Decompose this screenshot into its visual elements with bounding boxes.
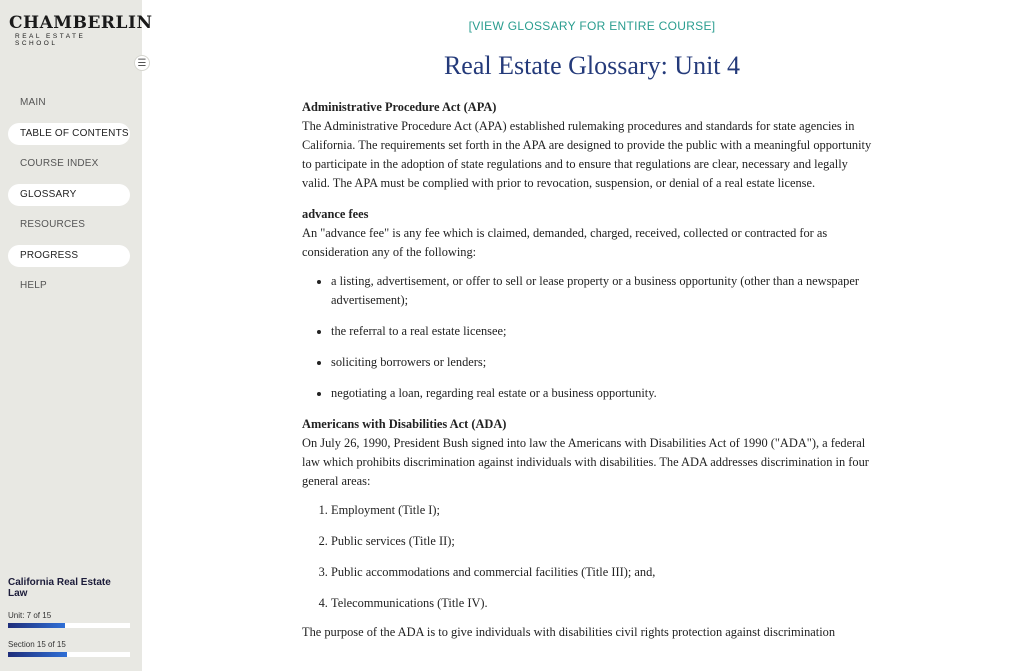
glossary-term: Administrative Procedure Act (APA) — [302, 100, 497, 114]
nav-item-progress[interactable]: PROGRESS — [8, 245, 130, 267]
list-item: • a listing, advertisement, or offer to sell or lease property or a business opportunity (other than a newspaper advertisement); — [331, 272, 878, 310]
list-item: 3. Public accommodations and commercial facilities (Title III); and, — [331, 563, 878, 582]
section-progress-label: Section 15 of 15 — [8, 640, 66, 649]
list-item: 1. Employment (Title I); — [331, 501, 878, 520]
course-progress — [8, 577, 130, 669]
view-full-glossary-link[interactable]: [VIEW GLOSSARY FOR ENTIRE COURSE] — [468, 19, 716, 33]
glossary-definition: On July 26, 1990, President Bush signed into law the Americans with Disabilities Act of 1990 ("ADA"), a federal law which prohibits discrimination against individuals with disabilities. The ADA addresses discrimination in four general areas: — [302, 436, 869, 488]
glossary-definition: The Administrative Procedure Act (APA) established rulemaking procedures and standards for state agencies in California. The requirements set forth in the APA are designed to provide the public with a meaningful opportunity to participate in the adoption of state regulations and to ensure that regulations are clear, necessary and legally valid. The APA must be complied with prior to revocation, suspension, or denial of a real estate license. — [302, 119, 872, 190]
list-item: 4. Telecommunications (Title IV). — [331, 594, 878, 613]
nav-item-main[interactable]: MAIN — [20, 97, 46, 108]
unit-progress-label: Unit: 7 of 15 — [8, 611, 52, 620]
numbered-list — [302, 501, 878, 613]
glossary-content — [302, 98, 878, 654]
section-progress-fill — [8, 652, 67, 657]
list-item: • the referral to a real estate licensee; — [331, 322, 878, 341]
glossary-entry — [302, 98, 878, 193]
logo-tagline: REAL ESTATE SCHOOL — [15, 33, 86, 47]
section-progress-bar — [8, 652, 130, 657]
logo[interactable] — [9, 13, 153, 47]
menu-icon[interactable]: ☰ — [134, 55, 150, 71]
glossary-entry — [302, 415, 878, 642]
logo-name: CHAMBERLIN — [9, 13, 153, 33]
list-item: • negotiating a loan, regarding real estate or a business opportunity. — [331, 384, 878, 403]
page-title: Real Estate Glossary: Unit 4 — [443, 51, 741, 80]
glossary-definition-continued: The purpose of the ADA is to give individuals with disabilities civil rights protection against discrimination — [302, 625, 836, 639]
sidebar — [0, 0, 153, 671]
list-item: • soliciting borrowers or lenders; — [331, 353, 878, 372]
glossary-term: advance fees — [302, 207, 369, 221]
nav-item-course-index[interactable]: COURSE INDEX — [20, 158, 99, 169]
glossary-term: Americans with Disabilities Act (ADA) — [302, 417, 507, 431]
nav-item-table-of-contents[interactable]: TABLE OF CONTENTS — [8, 123, 130, 145]
nav-item-resources[interactable]: RESOURCES — [20, 219, 86, 230]
course-title: California Real Estate Law — [8, 577, 111, 599]
nav-item-help[interactable]: HELP — [20, 280, 47, 291]
bullet-list — [302, 272, 878, 403]
glossary-definition: An "advance fee" is any fee which is claimed, demanded, charged, received, collected or contracted for as consideration any of the following: — [302, 226, 828, 259]
list-item: 2. Public services (Title II); — [331, 532, 878, 551]
unit-progress-fill — [8, 623, 65, 628]
unit-progress-bar — [8, 623, 130, 628]
nav-item-glossary[interactable]: GLOSSARY — [8, 184, 130, 206]
sidebar-nav — [8, 92, 130, 306]
glossary-entry — [302, 205, 878, 403]
main-content — [142, 0, 1024, 671]
